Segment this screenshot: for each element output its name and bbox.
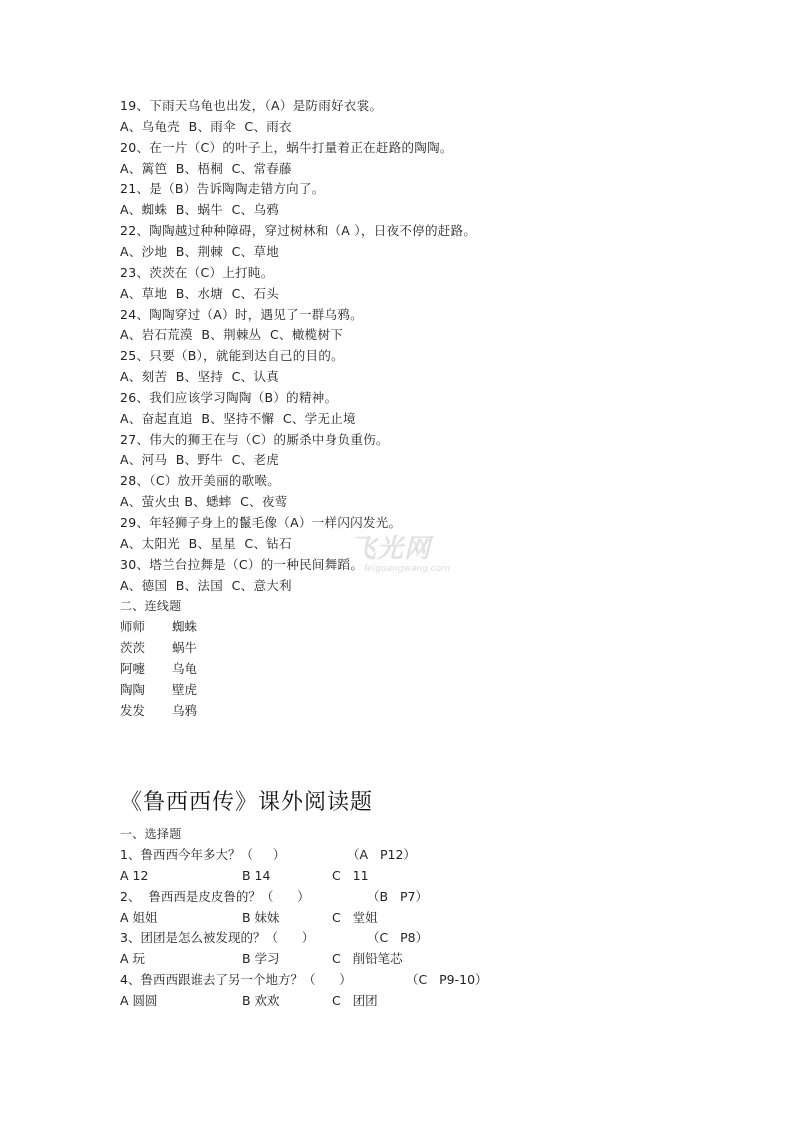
question-text: 30、塔兰台拉舞是（C）的一种民间舞蹈。 [120, 556, 364, 572]
matching-left-item: 茨茨 [120, 640, 146, 655]
question-text: 23、茨茨在（C）上打盹。 [120, 264, 274, 280]
watermark-logo-text: 飞光网 [350, 534, 432, 564]
question-options: A、沙地 B、荆棘 C、草地 [120, 243, 280, 259]
question-text: 21、是（B）告诉陶陶走错方向了。 [120, 181, 325, 197]
question-options: A、刻苦 B、坚持 C、认真 [120, 369, 280, 385]
option-item: A 圆圆 [120, 992, 158, 1008]
option-item: A 12 [120, 868, 149, 883]
question-text: 19、下雨天乌龟也出发，（A）是防雨好衣裳。 [120, 98, 383, 113]
page-title: 《鲁西西传》课外阅读题 [120, 790, 374, 815]
matching-right-item: 乌鸦 [172, 703, 198, 718]
section-heading-choice: 一、选择题 [120, 827, 182, 841]
option-item: B 学习 [242, 951, 280, 967]
question-text: 1、鲁西西今年多大？（ ） [120, 847, 286, 862]
question-text: 2、 鲁西西是皮皮鲁的？（ ） [120, 888, 310, 904]
question-options: A、奋起直追 B、坚持不懈 C、学无止境 [120, 410, 356, 426]
option-item: C 堂姐 [332, 909, 378, 925]
question-options: A、德国 B、法国 C、意大利 [120, 577, 292, 593]
question-text: 24、陶陶穿过（A）时，遇见了一群乌鸦。 [120, 306, 363, 322]
question-options: A、蜘蛛 B、蜗牛 C、乌鸦 [120, 202, 280, 218]
option-item: C 团团 [332, 992, 378, 1008]
question-options: A、乌龟壳 B、雨伞 C、雨衣 [120, 118, 292, 134]
watermark-logo [338, 528, 468, 584]
answer-reference: （C P8） [367, 930, 429, 946]
question-text: 28、（C）放开美丽的歌喉。 [120, 473, 281, 489]
question-options: A、岩石荒漠 B、荆棘丛 C、橄榄树下 [120, 327, 344, 343]
matching-left-item: 发发 [120, 703, 146, 718]
question-text: 3、团团是怎么被发现的？（ ） [120, 930, 315, 946]
option-item: C 11 [332, 868, 369, 883]
question-options: A、篱笆 B、梧桐 C、常春藤 [120, 160, 292, 176]
option-item: B 妹妹 [242, 909, 280, 925]
matching-left-item: 阿嚏 [120, 661, 146, 676]
option-item: C 削铅笔芯 [332, 951, 403, 967]
matching-right-item: 乌龟 [172, 661, 198, 676]
question-text: 26、我们应该学习陶陶（B）的精神。 [120, 389, 338, 405]
question-options: A、太阳光 B、星星 C、钻石 [120, 535, 292, 551]
answer-reference: （B P7） [367, 888, 428, 904]
matching-right-item: 蜘蛛 [172, 619, 198, 634]
question-options: A、草地 B、水塘 C、石头 [120, 285, 280, 301]
question-text: 27、伟大的狮王在与（C）的厮杀中身负重伤。 [120, 431, 389, 447]
answer-reference: （A P12） [347, 847, 416, 862]
matching-left-item: 师师 [120, 619, 146, 634]
question-options: A、萤火虫 B、蟋蟀 C、夜莺 [120, 494, 288, 510]
matching-right-item: 壁虎 [172, 682, 198, 697]
option-item: A 玩 [120, 951, 146, 967]
question-options: A、河马 B、野牛 C、老虎 [120, 452, 280, 468]
section-heading-matching: 二、连线题 [120, 599, 182, 613]
question-text: 20、在一片（C）的叶子上，蜗牛打量着正在赶路的陶陶。 [120, 139, 453, 155]
question-text: 22、陶陶越过种种障碍，穿过树林和（A ），日夜不停的赶路。 [120, 223, 477, 239]
answer-reference: （C P9-10） [406, 971, 488, 987]
question-text: 29、年轻狮子身上的鬣毛像（A）一样闪闪发光。 [120, 515, 402, 530]
option-item: A 姐姐 [120, 909, 158, 925]
option-item: B 14 [242, 868, 271, 883]
question-text: 4、鲁西西跟谁去了另一个地方？（ ） [120, 971, 352, 987]
matching-right-item: 蜗牛 [172, 640, 198, 655]
question-text: 25、只要（B），就能到达自己的目的。 [120, 348, 344, 364]
matching-left-item: 陶陶 [120, 682, 146, 697]
option-item: B 欢欢 [242, 992, 280, 1008]
watermark-url: feiguangwang.com [364, 564, 450, 574]
